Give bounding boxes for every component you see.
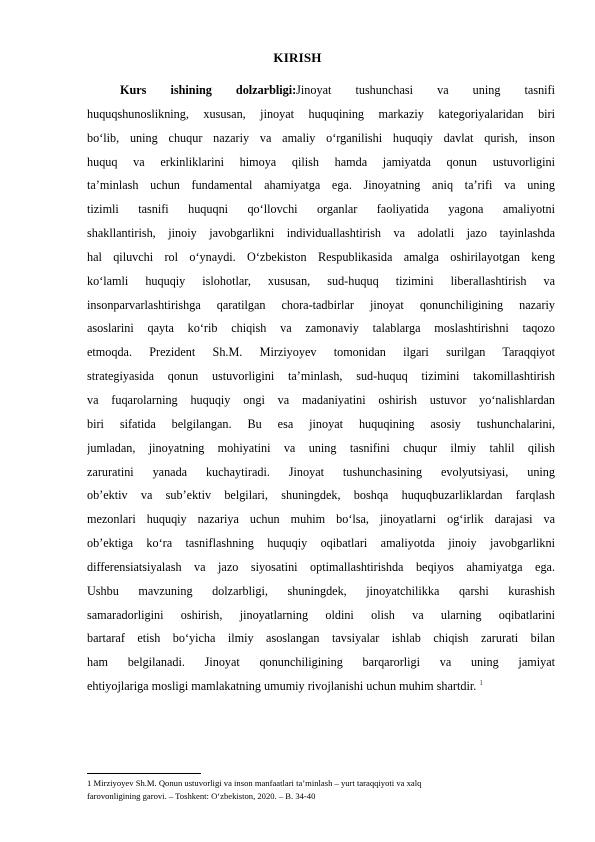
footnote-line: farovonligining garovi. – Toshkent: O‘zbekiston, 2020. – B. 34-40 <box>87 791 316 801</box>
paragraph-line: bartaraf etish bo‘yicha ilmiy asoslangan tavsiyalar ishlab chiqish zarurati bilan <box>87 631 555 646</box>
paragraph-line: mezonlari huquqiy nazariya uchun muhim bo‘lsa, jinoyatlarni og‘irlik darajasi va <box>87 512 555 527</box>
footnote-reference[interactable]: 1 <box>479 679 483 688</box>
intro-paragraph <box>87 79 555 699</box>
paragraph-line: ham belgilanadi. Jinoyat qonunchiligining barqarorligi va uning jamiyat <box>87 655 555 670</box>
paragraph-line: zaruratini yanada kuchaytiradi. Jinoyat tushunchasining evolyutsiyasi, uning <box>87 464 555 479</box>
paragraph-line: bo‘lib, uning chuqur nazariy va amaliy o‘rganilishi huquqiy davlat qurish, inson <box>87 130 555 145</box>
paragraph-line: differensiatsiyalash va jazo siyosatini optimallashtirishda beqiyos ahamiyatga ega. <box>87 559 555 574</box>
footnote-divider <box>87 773 201 774</box>
intro-label: Kurs ishining dolzarbligi: <box>120 83 297 97</box>
paragraph-line: asoslarini qayta ko‘rib chiqish va zamonaviy talablarga moslashtirishni taqozo <box>87 321 555 336</box>
paragraph-line: samaradorligini oshirish, jinoyatlarning oldini olish va ularning oqibatlarini <box>87 607 555 622</box>
paragraph-line: etmoqda. Prezident Sh.M. Mirziyoyev tomonidan ilgari surilgan Taraqqiyot <box>87 345 555 360</box>
footnote-line: 1 Mirziyoyev Sh.M. Qonun ustuvorligi va inson manfaatlari ta’minlash – yurt taraqqiyoti va xalq <box>87 778 422 788</box>
paragraph-line: tizimli tasnifi huquqni qo‘llovchi organlar faoliyatida yagona amaliyotni <box>87 202 555 217</box>
paragraph-line <box>87 675 555 699</box>
paragraph-line: ob’ektiv va sub’ektiv belgilari, shuningdek, boshqa huquqbuzarliklardan farqlash <box>87 488 555 503</box>
paragraph-line: va fuqarolarning huquqiy ongi va madaniyatini oshirish ustuvor yo‘nalishlardan <box>87 392 555 407</box>
paragraph-line: biri sifatida belgilangan. Bu esa jinoyat huquqining asosiy tushunchalarini, <box>87 416 555 431</box>
paragraph-line: huquqshunoslikning, xususan, jinoyat huquqining markaziy kategoriyalaridan biri <box>87 106 555 121</box>
paragraph-line-text: Jinoyat tushunchasi va uning tasnifi <box>296 83 555 97</box>
paragraph-line: jumladan, jinoyatning mohiyatini va uning tasnifini chuqur ilmiy tahlil qilish <box>87 440 555 455</box>
footnote <box>87 777 557 803</box>
paragraph-line: shakllantirish, jinoiy javobgarlikni individuallashtirish va adolatli jazo tayinlashda <box>87 226 555 241</box>
paragraph-line: insonparvarlashtirishga qaratilgan chora-tadbirlar jinoyat qonunchiligining nazariy <box>87 297 555 312</box>
paragraph-line: ko‘lamli huquqiy islohotlar, xususan, sud-huquq tizimini liberallashtirish va <box>87 273 555 288</box>
paragraph-line: hal qiluvchi rol o‘ynaydi. O‘zbekiston Respublikasida amalga oshirilayotgan keng <box>87 249 555 264</box>
paragraph-line: huquq va erkinliklarini himoya qilish hamda jamiyatda qonun ustuvorligini <box>87 154 555 169</box>
paragraph-line <box>87 79 555 103</box>
paragraph-line: strategiyasida qonun ustuvorligini ta’minlash, sud-huquq tizimini takomillashtirish <box>87 369 555 384</box>
section-heading: KIRISH <box>273 50 322 65</box>
paragraph-line: Ushbu mavzuning dolzarbligi, shuningdek, jinoyatchilikka qarshi kurashish <box>87 583 555 598</box>
paragraph-line-text: ehtiyojlariga mosligi mamlakatning umumiy rivojlanishi uchun muhim shartdir. <box>87 679 477 694</box>
paragraph-line: ta’minlash uchun fundamental ahamiyatga ega. Jinoyatning aniq ta’rifi va uning <box>87 178 555 193</box>
paragraph-line: ob’ektiga ko‘ra tasniflashning huquqiy oqibatlari amaliyotda jinoiy javobgarlikni <box>87 536 555 551</box>
